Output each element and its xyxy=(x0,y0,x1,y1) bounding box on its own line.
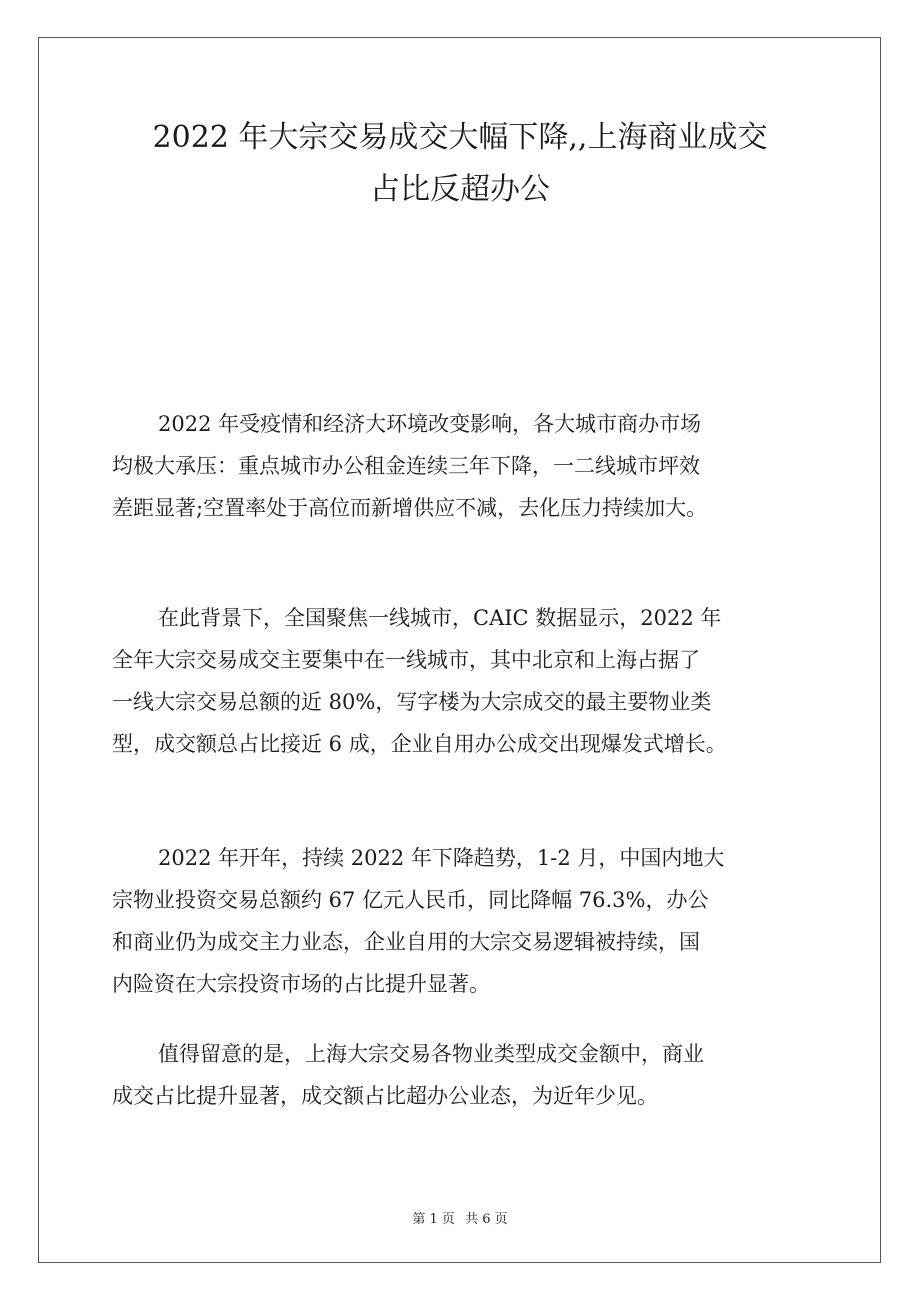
paragraph-line: 值得留意的是，上海大宗交易各物业类型成交金额中，商业 xyxy=(158,1042,704,1066)
title-line-2: 占比反超办公 xyxy=(370,172,550,207)
current-page-label: 第 1 页 xyxy=(412,1212,455,1227)
paragraph-line: 和商业仍为成交主力业态，企业自用的大宗交易逻辑被持续，国 xyxy=(112,930,700,954)
paragraph-line: 在此背景下，全国聚焦一线城市，CAIC 数据显示，2022 年 xyxy=(158,606,722,630)
paragraph-line: 成交占比提升显著，成交额占比超办公业态，为近年少见。 xyxy=(112,1084,658,1108)
paragraph-line: 均极大承压：重点城市办公租金连续三年下降，一二线城市坪效 xyxy=(112,454,700,478)
paragraph-line: 全年大宗交易成交主要集中在一线城市，其中北京和上海占据了 xyxy=(112,648,700,672)
document-title xyxy=(60,112,860,216)
page-footer xyxy=(0,1208,920,1227)
paragraph-2 xyxy=(112,597,812,765)
paragraph-line: 内险资在大宗投资市场的占比提升显著。 xyxy=(112,972,490,996)
paragraph-4 xyxy=(112,1033,812,1117)
paragraph-1 xyxy=(112,403,812,529)
paragraph-3 xyxy=(112,837,812,1005)
total-pages-label: 共 6 页 xyxy=(465,1212,508,1227)
paragraph-line: 宗物业投资交易总额约 67 亿元人民币，同比降幅 76.3%，办公 xyxy=(112,888,709,912)
paragraph-line: 2022 年开年，持续 2022 年下降趋势，1-2 月，中国内地大 xyxy=(158,846,725,870)
paragraph-line: 一线大宗交易总额的近 80%，写字楼为大宗成交的最主要物业类 xyxy=(112,690,712,714)
paragraph-line: 2022 年受疫情和经济大环境改变影响，各大城市商办市场 xyxy=(158,412,702,436)
title-line-1: 2022 年大宗交易成交大幅下降,,上海商业成交 xyxy=(152,120,768,155)
paragraph-line: 型，成交额总占比接近 6 成，企业自用办公成交出现爆发式增长。 xyxy=(112,732,727,756)
paragraph-line: 差距显著;空置率处于高位而新增供应不减，去化压力持续加大。 xyxy=(112,496,708,520)
